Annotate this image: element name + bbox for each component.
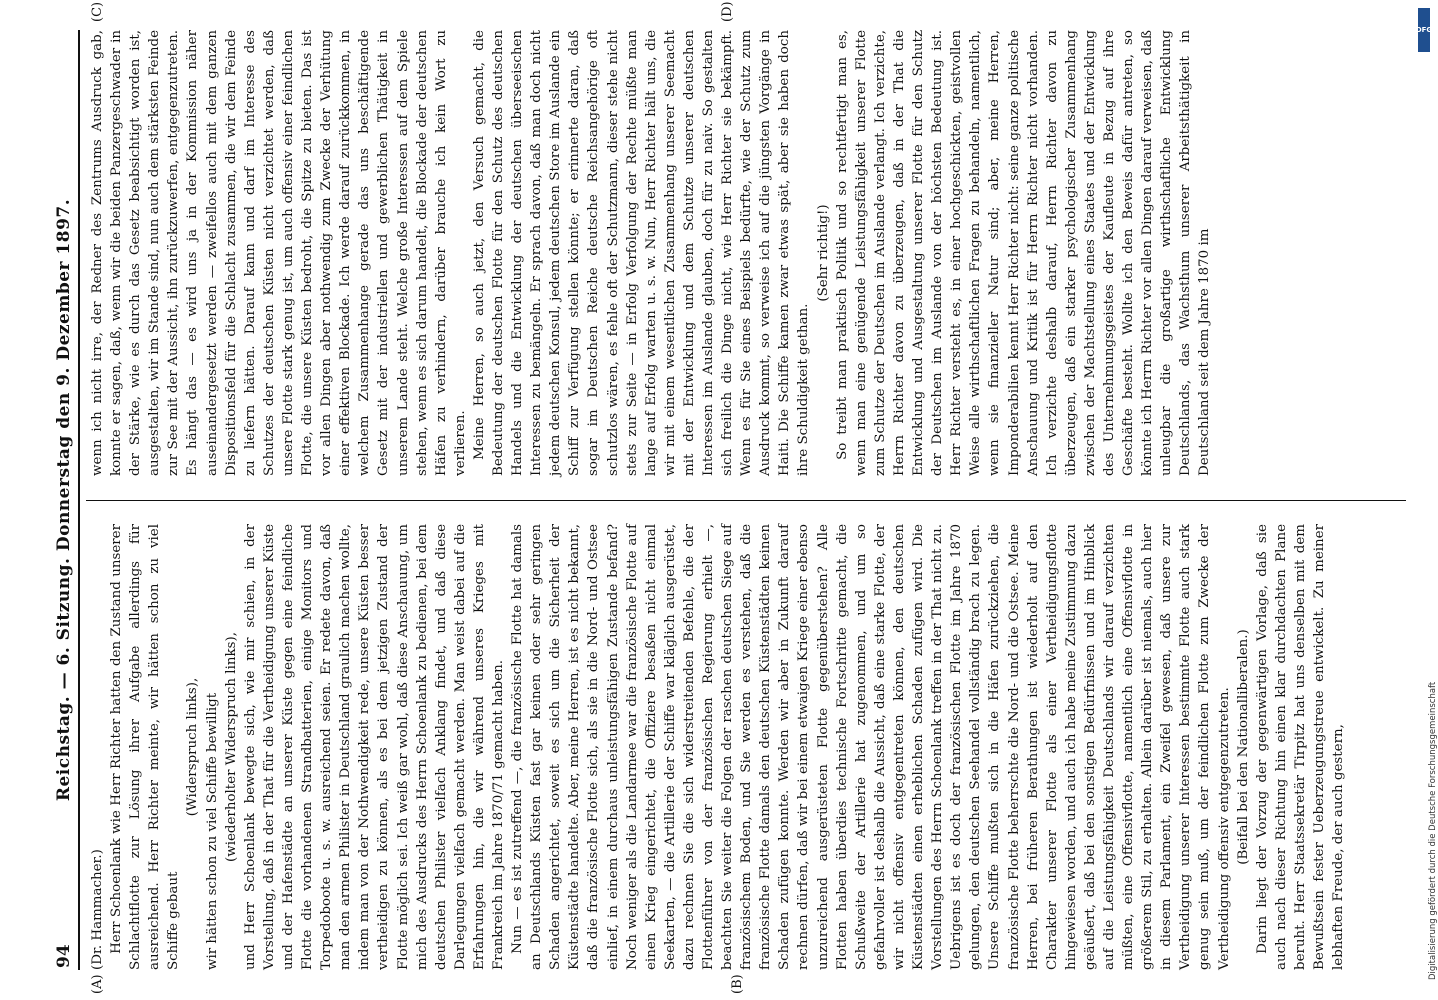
dfg-logo: DFG	[1418, 8, 1430, 52]
interjection: (Widerspruch links),	[185, 677, 201, 817]
digitization-credit	[1416, 10, 1438, 990]
margin-mark-d: (D)	[720, 1, 735, 22]
credit-text: Digitalisierung gefördert durch die Deutsche Forschungsgemeinschaft	[1428, 681, 1438, 980]
margin-mark-a: (A)	[90, 974, 105, 994]
paragraph: Herr Schoenlank wie Herr Richter hatten den Zustand unserer Schlachtflotte zur Lösung ihrer Aufgabe allerdings für ausreichend. Herr Richter meinte, wir hätten schon zu viel Schiffe gebaut	[109, 524, 182, 970]
margin-mark-c: (C)	[90, 1, 105, 22]
speaker-label: (Dr. Hammacher.)	[90, 849, 105, 970]
left-column	[88, 524, 1406, 970]
paragraph: Darin liegt der Vorzug der gegenwärtigen Vorlage, daß sie auch nach dieser Richtung hin einen klar durchdachten Plane beruht. Herr Staatssekretär Tirpitz hat uns denselben mit dem Bewußtsein fester Ueberzeugungstreue entwickelt. Zu meiner lebhaften Freude, der auch gestern,	[1254, 524, 1347, 970]
interjection: (wiederholter Widerspruch links),	[223, 632, 239, 862]
paragraph: So treibt man praktisch Politik und so rechtfertigt man es, wenn man eine genügende Leistungsfähigkeit unserer Flotte zum Schutze der Deutschen im Auslande verlangt. Ich verzichte, Herrn Richter davon zu überzeugen, daß in der That die Entwicklung und Ausgestaltung unserer Flotte für den Schutz der Deutschen im Auslande von der höchsten Bedeutung ist. Herr Richter versteht es, in einer hochgeschickten, geistvollen Weise alle wirthschaftlichen Fragen zu behandeln, namentlich, wenn sie finanzieller Natur sind; aber, meine Herren, Imponderabilien kennt Herr Richter nicht: seine ganze politische Anschauung und Kritik ist für Herrn Richter nicht vorhanden. Ich verzichte deshalb darauf, Herrn Richter davon zu überzeugen, daß ein starker psychologischer Zusammenhang zwischen der Machtstellung eines Staates und der Entwicklung des Unternehmungsgeistes der Kaufleute in Bezug auf ihre Geschäfte besteht. Wollte ich den Beweis dafür antreten, so könnte ich Herrn Richter vor allen Dingen darauf verweisen, daß unleugbar die großartige wirthschaftliche Entwicklung Deutschlands, das Wachsthum unserer Arbeitsthätigkeit in Deutschland seit dem Jahre 1870 im	[834, 30, 1213, 476]
paragraph: Meine Herren, so auch jetzt, den Versuch gemacht, die Bedeutung der deutschen Flotte für den Schutz des deutschen Handels und die Entwicklung der deutschen überseeischen Interessen zu bemängeln. Er sprach davon, daß man doch nicht jedem deutschen Konsul, jedem deutschen Store im Auslande ein Schiff zur Verfügung stellen könnte; er erinnerte daran, daß sogar im Deutschen Reiche deutsche Reichsangehörige oft schutzlos wären, es fehle oft der Schutzmann, dieser stehe nicht stets zur Seite — in Erfolg Verfolgung der Rechte müßte man lange auf Erfolg warten u. s. w. Nun, Herr Richter hält uns, die wir mit einem wesentlichen Zusammenhang unserer Seemacht mit der Entwicklung und dem Schutze unserer deutschen Interessen im Auslande glauben, doch für zu naiv. So gestalten sich freilich die Dinge nicht, wie Herr Richter sie bekämpft. Wenn es für Sie eines Beispiels bedürfte, wie der Schutz zum Ausdruck kommt, so verweise ich auf die jüngsten Vorgänge in Haiti. Die Schiffe kamen zwar etwas spät, aber sie haben doch ihre Schuldigkeit gethan.	[471, 30, 812, 476]
paragraph: wenn ich nicht irre, der Redner des Zentrums Ausdruck gab, konnte er sagen, daß, wenn wir die beiden Panzergeschwader in der Stärke, wie es durch das Gesetz beabsichtigt worden ist, ausgestalten, wir im Stande sind, nun auch dem stärksten Feinde zur See mit der Aussicht, ihn zurückzuwerfen, entgegenzutreten. Es hängt das — es wird uns ja in der Kommission näher auseinandergesetzt werden — zweifellos auch mit dem ganzen Dispositionsfeld für die Schlacht zusammen, die wir dem Feinde zu liefern hätten. Darauf kann und darf im Interesse des Schutzes der deutschen Küsten nicht verzichtet werden, daß unsere Flotte stark genug ist, um auch offensiv einer feindlichen Flotte, die unsere Küsten bedroht, die Spitze zu bieten. Das ist vor allen Dingen aber nothwendig zum Zwecke der Verhütung einer effektiven Blockade. Ich werde darauf zurückkommen, in welchem Zusammenhange gerade das uns beschäftigende Gesetz mit der industriellen und gewerblichen Thätigkeit in unserem Lande steht. Welche große Interessen auf dem Spiele stehen, wenn es sich darum handelt, die Blockade der deutschen Häfen zu verhindern, darüber brauche ich kein Wort zu verlieren.	[90, 30, 468, 476]
margin-mark-b: (B)	[730, 974, 745, 994]
interjection: (Beifall bei den Nationalliberalen.)	[1235, 629, 1251, 865]
interjection: (Sehr richtig!)	[815, 204, 831, 302]
paragraph: und Herr Schoenlank bewegte sich, wie mir schien, in der Vorstellung, daß in der That für die Vertheidigung unserer Küste und der Hafenstädte an unserer Küste gegen eine feindliche Flotte die vorhandenen Strandbatterien, einige Monitors und Torpedoboote u. s. w. ausreichend seien. Er redete davon, daß man den armen Philister in Deutschland graulich machen wollte, indem man von der Nothwendigkeit rede, unsere Küsten besser vertheidigen zu können, als es bei dem jetzigen Zustand der Flotte möglich sei. Ich weiß gar wohl, daß diese Anschauung, um mich des Ausdrucks des Herrn Schoenlank zu bedienen, bei dem deutschen Philister vielfach Anklang findet, und daß diese Darlegungen vielfach gemacht werden. Man weist dabei auf die Erfahrungen hin, die wir während unseres Krieges mit Frankreich im Jahre 1870/71 gemacht haben.	[242, 524, 506, 970]
column-divider	[86, 500, 1406, 501]
right-column	[88, 30, 1406, 476]
page-number: 94	[54, 944, 74, 968]
header-title: Reichstag. — 6. Sitzung. Donnerstag den 9. Dezember 1897.	[54, 198, 74, 802]
paragraph: wir hätten schon zu viel Schiffe bewilligt	[204, 692, 220, 970]
running-header	[52, 30, 80, 970]
paragraph: Nun — es ist zutreffend —, die französische Flotte hat damals an Deutschlands Küsten fast gar keinen oder sehr geringen Schaden angerichtet, soweit es sich um die Sicherheit der Küstenstädte handelte. Aber, meine Herren, ist es nicht bekannt, daß die französische Flotte sich, als sie in die Nord- und Ostsee einlief, in einem durchaus unleistungsfähigen Zustande befand? Noch weniger als die Landarmee war die französische Flotte auf einen Krieg eingerichtet, die Offiziere besaßen nicht einmal Seekarten, — die Artillerie der Schiffe war kläglich ausgerüstet, dazu rechnen Sie die sich widerstreitenden Befehle, die der Flottenführer von der französischen Regierung erhielt —, beachten Sie weiter die Folgen der raschen deutschen Siege auf französischem Boden, und Sie werden es verstehen, daß die französische Flotte damals den deutschen Küstenstädten keinen Schaden zufügen konnte. Werden wir aber in Zukunft darauf rechnen dürfen, daß wir bei einem etwaigen Kriege einer ebenso unzureichend ausgerüsteten Flotte gegenüberstehen? Alle Flotten haben überdies technische Fortschritte gemacht, die Schußweite der Artillerie hat zugenommen, und um so gefahrvoller ist deshalb die Aussicht, daß eine starke Flotte, der wir nicht offensiv entgegentreten können, den deutschen Küstenstädten einen erheblichen Schaden zufügen wird. Die Vorstellungen des Herrn Schoenlank treffen in der That nicht zu. Uebrigens ist es doch der französischen Flotte im Jahre 1870 gelungen, den deutschen Seehandel vollständig brach zu legen. Unsere Schiffe mußten sich in die Häfen zurückziehen, die französische Flotte beherrschte die Nord- und die Ostsee. Meine Herren, bei früheren Berathungen ist wiederholt auf den Charakter unserer Flotte als einer Vertheidigungsflotte hingewiesen worden, und auch ich habe meine Zustimmung dazu geäußert, daß bei den sonstigen Bedürfnissen und im Hinblick auf die Leistungsfähigkeit Deutschlands wir darauf verzichten müßten, eine Offensivflotte, namentlich eine Offensivflotte in größerem Stil, zu erhalten. Allein darüber ist niemals, auch hier in diesem Parlament, ein Zweifel gewesen, daß unsere zur Vertheidigung unserer Interessen bestimmte Flotte auch stark genug sein muß, um der feindlichen Flotte zum Zwecke der Vertheidigung offensiv entgegenzutreten.	[510, 524, 1232, 970]
